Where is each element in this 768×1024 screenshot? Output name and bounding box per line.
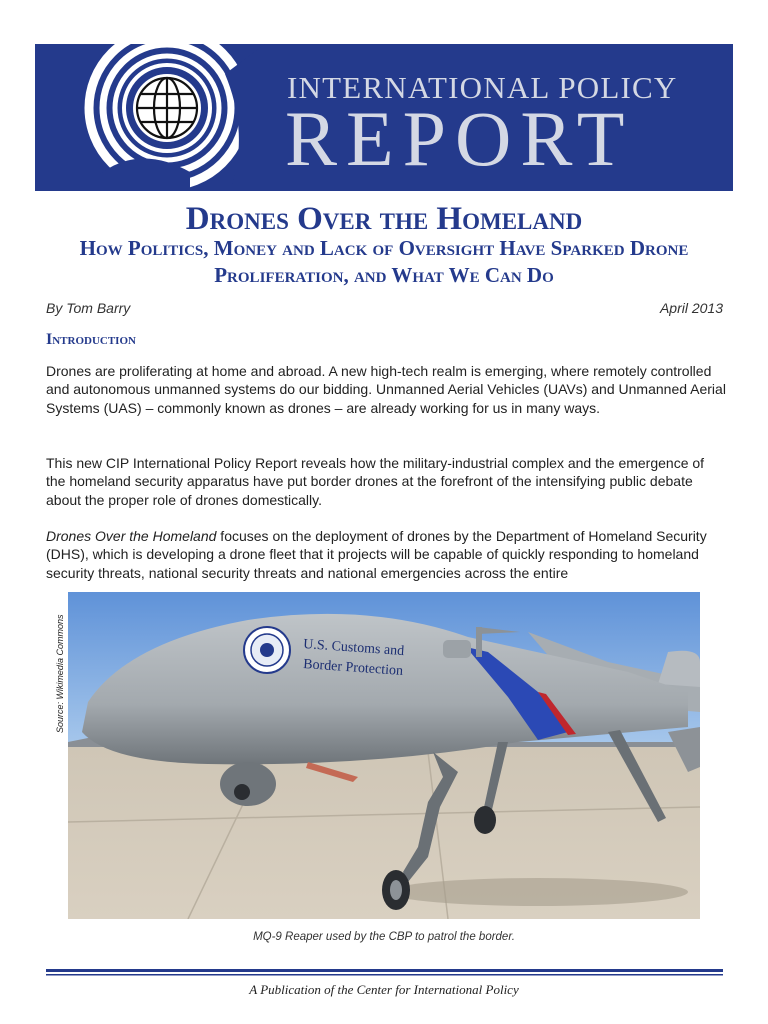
publication-date: April 2013 [659,300,723,316]
intro-paragraph-3 [46,527,726,582]
publisher-footer: A Publication of the Center for International Policy [249,982,519,997]
banner-title: REPORT [285,95,634,182]
report-banner [35,44,733,191]
intro-paragraph-1: Drones are proliferating at home and abroad. A new high-tech realm is emerging, where remotely controlled and autonomous unmanned systems do our bidding. Unmanned Aerial Vehicles (UAVs) and Unmanned Aerial Systems (UAS) – commonly known as drones – are already working for us in many ways. [46,363,726,416]
intro-paragraph-2: This new CIP International Policy Report reveals how the military-industrial complex and the emergence of the homeland security apparatus have put border drones at the forefront of the intensifying public debate about the proper role of drones domestically. [46,455,705,508]
paragraph-text: focuses on the deployment of drones by the Department of Homeland Security (DHS), which is developing a drone fleet that it projects will be capable of quickly responding to homeland security threats, national security threats and national emergencies across the entire [46,528,707,581]
drone-illustration [68,592,700,919]
banner-kicker: INTERNATIONAL POLICY [287,70,678,105]
fuselage-text-1: U.S. Customs and [302,637,405,660]
author-byline: By Tom Barry [46,300,131,316]
document-subtitle: How Politics, Money and Lack of Oversight Have Sparked Drone Proliferation, and What We Can Do [79,236,689,287]
document-title: Drones Over the Homeland [185,201,583,237]
drone-photo [68,592,700,919]
globe-icon [80,44,265,191]
section-heading: Introduction [46,331,136,348]
footer-divider [46,969,723,978]
photo-credit-text: Source: Wikimedia Commons [55,614,65,733]
fuselage-text-2: Border Protection [302,657,404,679]
photo-caption: MQ-9 Reaper used by the CBP to patrol the border. [253,931,515,943]
photo-credit [43,598,65,733]
report-title-reference: Drones Over the Homeland [46,528,217,544]
